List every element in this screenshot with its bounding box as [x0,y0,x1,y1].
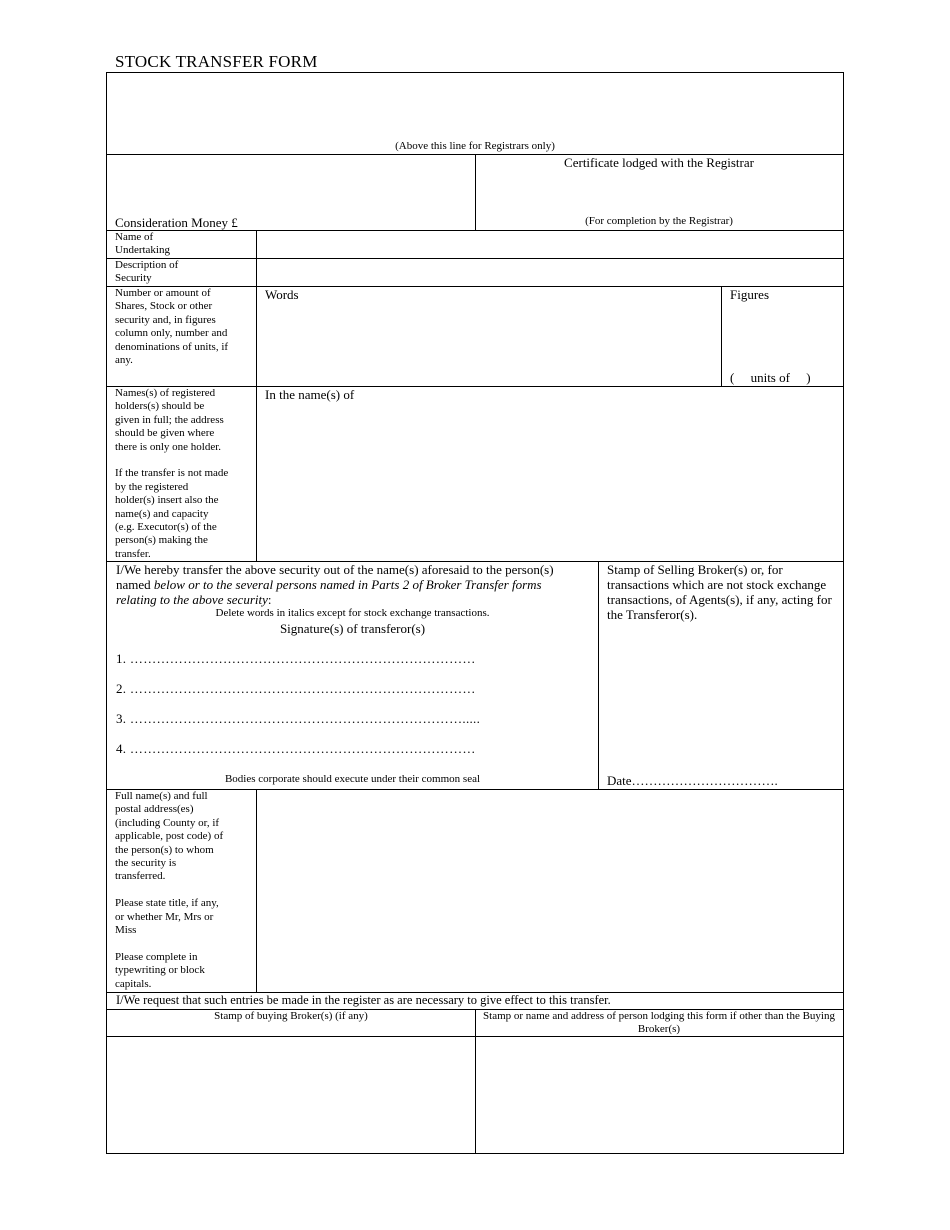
delete-italics-note: Delete words in italics except for stock exchange transactions. [215,607,490,619]
number-amount-label: Number or amount of Shares, Stock or other security and, in figures column only, number and denominations of units, if any. [115,287,229,367]
transferee-field[interactable] [257,790,843,992]
signature-line-1[interactable]: 1. …………………………………………………………………… [116,651,476,666]
consideration-money-label: Consideration Money £ [115,215,238,230]
form-title: STOCK TRANSFER FORM [115,52,318,71]
signature-line-2[interactable]: 2. …………………………………………………………………… [116,681,476,696]
buying-broker-stamp-area[interactable] [107,1037,475,1153]
registered-holders-field[interactable] [257,387,843,561]
signature-line-3[interactable]: 3. …………………………………………………………………..... [116,711,481,726]
in-the-names-of-label: In the name(s) of [265,387,355,402]
name-of-undertaking-field[interactable] [257,231,843,258]
registrar-completion-note: (For completion by the Registrar) [585,215,733,227]
registered-holders-label: Names(s) of registered holders(s) should be given in full; the address should be given where there is only one holder. If the transfer is not made by the registered holder(s) insert also the name(s) and capacity (e.g. Executor(s) of the person(s) making the transfer. [115,387,229,560]
registrar-note: (Above this line for Registrars only) [395,140,555,152]
name-of-undertaking-label: Name of Undertaking [115,231,170,257]
signatures-heading: Signature(s) of transferor(s) [279,621,426,636]
words-field[interactable] [257,287,721,386]
selling-broker-stamp-label: Stamp of Selling Broker(s) or, for transactions which are not stock exchange transactions, of Agents(s), if any, acting for the Transferor(s). [607,562,832,622]
transfer-statement-italic: below or to the several persons named in Parts 2 of Broker Transfer forms relating to the above security [116,577,542,607]
figures-label: Figures [730,287,769,302]
lodging-person-stamp-area[interactable] [476,1037,843,1153]
bodies-corporate-note: Bodies corporate should execute under their common seal [224,773,481,785]
description-of-security-label: Description of Security [115,259,179,285]
units-of-label: ( units of ) [730,370,811,385]
transfer-statement: I/We hereby transfer the above security out of the name(s) aforesaid to the person(s) named below or to the several persons named in Parts 2 of Broker Transfer forms relating to the above security: [116,562,554,607]
words-label: Words [265,287,299,302]
date-field[interactable]: Date……………………………. [607,773,778,788]
buying-broker-stamp-label: Stamp of buying Broker(s) (if any) [214,1010,368,1022]
lodging-person-stamp-label: Stamp or name and address of person lodging this form if other than the Buying Broker(s) [483,1010,835,1036]
register-request: I/We request that such entries be made in the register as are necessary to give effect to this transfer. [116,993,611,1007]
certificate-lodged-label: Certificate lodged with the Registrar [564,155,754,170]
stock-transfer-form [106,72,844,1154]
signature-line-4[interactable]: 4. …………………………………………………………………… [116,741,476,756]
description-of-security-field[interactable] [257,259,843,286]
transferee-label: Full name(s) and full postal address(es) (including County or, if applicable, post code) of the person(s) to whom the security is transferred. Please state title, if any, or whether Mr, Mrs or Miss Please complete in typewriting or block capitals. [115,790,224,990]
